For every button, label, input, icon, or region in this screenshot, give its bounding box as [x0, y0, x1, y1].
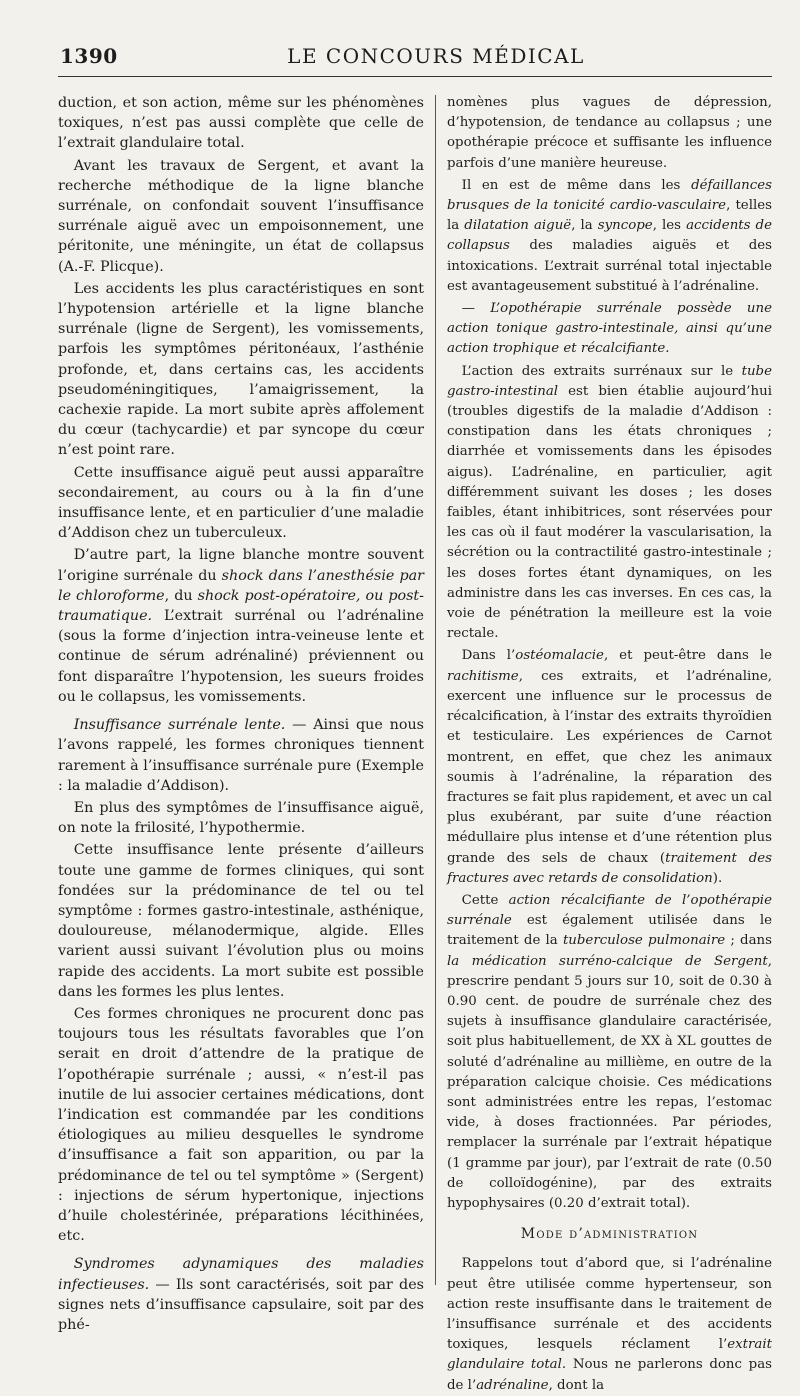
paragraph: D’autre part, la ligne blanche montre souvent l’origine surrénale du shock dans l’anesthésie par le chloroforme, du shock post-opératoire, ou post-traumatique. L’extrait surrénal ou l’adrénaline (sous la forme d’injection intra-veineuse lente et continue de sérum adrénaliné) préviennent ou font disparaître l’hypotension, les sueurs froides ou le collapsus, les vomissements. [58, 547, 424, 705]
section-heading: Mode d’administration [520, 1226, 699, 1243]
paragraph: Avant les travaux de Sergent, et avant la recherche méthodique de la ligne blanche surrénale, on confondait souvent l’insuffisance surrénale aiguë avec un empoisonnement, une péritonite, une méningite, un état de collapsus (A.-F. Plicque). [58, 157, 424, 275]
paragraph: nomènes plus vagues de dépression, d’hypotension, de tendance au collapsus ; une opothérapie précoce et suffisante les influence parfois d’une manière heureuse. [447, 95, 772, 171]
page-number: 1390 [60, 44, 118, 68]
paragraph: Syndromes adynamiques des maladies infectieuses. — Ils sont caractérisés, soit par des signes nets d’insuffisance capsulaire, soit par des phé- [58, 1256, 424, 1333]
paragraph: Insuffisance surrénale lente. — Ainsi que nous l’avons rappelé, les formes chroniques tiennent rarement à l’insuffisance surrénale pure (Exemple : la maladie d’Addison). [58, 717, 424, 794]
paragraph: Rappelons tout d’abord que, si l’adrénaline peut être utilisée comme hypertenseur, son action reste insuffisante dans le traitement de l’insuffisance surrénale et des accidents toxiques, lesquels réclament l’extrait glandulaire total. Nous ne parlerons donc pas de l’adrénaline, dont la [447, 1256, 772, 1393]
paragraph: — L’opothérapie surrénale possède une action tonique gastro-intestinale, ainsi qu’une action trophique et récalcifiante. [447, 301, 772, 357]
running-header [60, 44, 772, 74]
paragraph: L’action des extraits surrénaux sur le tube gastro-intestinal est bien établie aujourd’hui (troubles digestifs de la maladie d’Addison : constipation dans les états chroniques ; diarrhée et vomissements dans les épisodes aigus). L’adrénaline, en particulier, agit différemment suivant les doses ; les doses faibles, étant inhibitrices, sont réservées pour les cas où il faut modérer la vascularisation, la sécrétion ou la contractilité gastro-intestinale ; les doses fortes étant dynamiques, on les administre dans les cas inverses. En ces cas, la voie de pénétration la meilleure est la voie rectale. [447, 363, 772, 642]
paragraph: Cette insuffisance lente présente d’ailleurs toute une gamme de formes cliniques, qui sont fondées sur la prédominance de tel ou tel symptôme : formes gastro-intestinale, asthénique, douloureuse, mélanodermique, algide. Elles varient aussi suivant l’évolution plus ou moins rapide des accidents. La mort subite est possible dans les formes les plus lentes. [58, 842, 424, 1000]
right-column [447, 93, 773, 1393]
paragraph: Cette insuffisance aiguë peut aussi apparaître secondairement, au cours ou à la fin d’une insuffisance lente, et en particulier d’une maladie d’Addison chez un tuberculeux. [58, 464, 424, 542]
paragraph: Les accidents les plus caractéristiques en sont l’hypotension artérielle et la ligne blanche surrénale (ligne de Sergent), les vomissements, parfois les symptômes péritonéaux, l’asthénie profonde, et, dans certains cas, les accidents pseudoméningitiques, l’amaigrissement, la cachexie rapide. La mort subite après affolement du cœur (tachycardie) et par syncope du cœur n’est point rare. [58, 280, 424, 459]
journal-title: LE CONCOURS MÉDICAL [287, 44, 585, 68]
header-rule [58, 76, 772, 77]
paragraph: duction, et son action, même sur les phénomènes toxiques, n’est pas aussi complète que celle de l’extrait glandulaire total. [58, 95, 424, 152]
paragraph: Ces formes chroniques ne procurent donc pas toujours tous les résultats favorables que l’on serait en droit d’attendre de la pratique de l’opothérapie surrénale ; aussi, « n’est-il pas inutile de lui associer certaines médications, dont l’indication est commandée par les conditions étiologiques au milieu desquelles le syndrome d’insuffisance a fait son apparition, ou par la prédominance de tel ou tel symptôme » (Sergent) : injections de sérum hypertonique, injections d’huile cholestérinée, préparations lécithinées, etc. [58, 1005, 424, 1245]
paragraph: En plus des symptômes de l’insuffisance aiguë, on note la frilosité, l’hypothermie. [58, 799, 424, 837]
paragraph: Dans l’ostéomalacie, et peut-être dans le rachitisme, ces extraits, et l’adrénaline, exercent une influence sur le processus de récalcification, à l’instar des extraits thyroïdien et testiculaire. Les expériences de Carnot montrent, en effet, que chez les animaux soumis à l’adrénaline, la réparation des fractures se fait plus rapidement, et avec un cal plus exubérant, par suite d’une réaction médullaire plus intense et d’une rétention plus grande des sels de chaux (traitement des fractures avec retards de consolidation). [447, 648, 772, 886]
paragraph: Il en est de même dans les défaillances brusques de la tonicité cardio-vasculaire, telles la dilatation aiguë, la syncope, les accidents de collapsus des maladies aiguës et des intoxications. L’extrait surrénal total injectable est avantageusement substitué à l’adrénaline. [447, 177, 772, 294]
left-column [58, 93, 424, 1333]
column-divider [435, 95, 436, 1285]
paragraph: Cette action récalcifiante de l’opothérapie surrénale est également utilisée dans le traitement de la tuberculose pulmonaire ; dans la médication surréno-calcique de Sergent, prescrire pendant 5 jours sur 10, soit de 0.30 à 0.90 cent. de poudre de surrénale chez des sujets à insuffisance glandulaire caractérisée, soit plus habituellement, de XX à XL gouttes de soluté d’adrénaline au millième, en outre de la préparation calcique choisie. Ces médications sont administrées entre les repas, l’estomac vide, à doses fractionnées. Par périodes, remplacer la surrénale par l’extrait hépatique (1 gramme par jour), par l’extrait de rate (0.50 de colloïdogénine), par des extraits hypophysaires (0.20 d’extrait total). [447, 892, 773, 1211]
